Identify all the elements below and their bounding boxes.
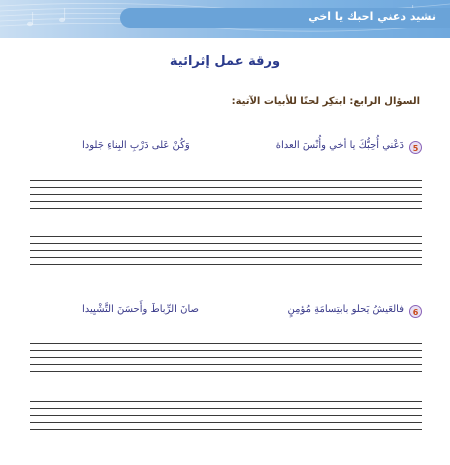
verse-number-badge: 5 xyxy=(409,141,422,154)
header-banner xyxy=(0,0,450,38)
worksheet-title: ورقة عمل إثرائية xyxy=(169,54,281,69)
verse-first-hemistich: فالعَيشُ يَحلو بابتِسامَةِ مُؤمِنٍ xyxy=(287,304,404,315)
verse-number-badge: 6 xyxy=(409,305,422,318)
verse-second-hemistich: وَكُنْ عَلى دَرْبِ البِناءِ جَلودا xyxy=(82,140,190,151)
banner-title: نشيد دعني احبك يا اخي xyxy=(308,10,436,23)
verse-row xyxy=(82,303,422,321)
verse-row xyxy=(82,139,422,157)
question-text: السؤال الرابع: ابتكِر لحنًا للأبيات الآتية: xyxy=(231,96,420,107)
verse-second-hemistich: صانَ الرِّباطَ وأَحسَنَ التَّشْيِيدا xyxy=(82,304,199,315)
verse-first-hemistich: دَعْني أُحِبُّكَ يا أخي وأُنْسَ العداة xyxy=(275,140,404,151)
